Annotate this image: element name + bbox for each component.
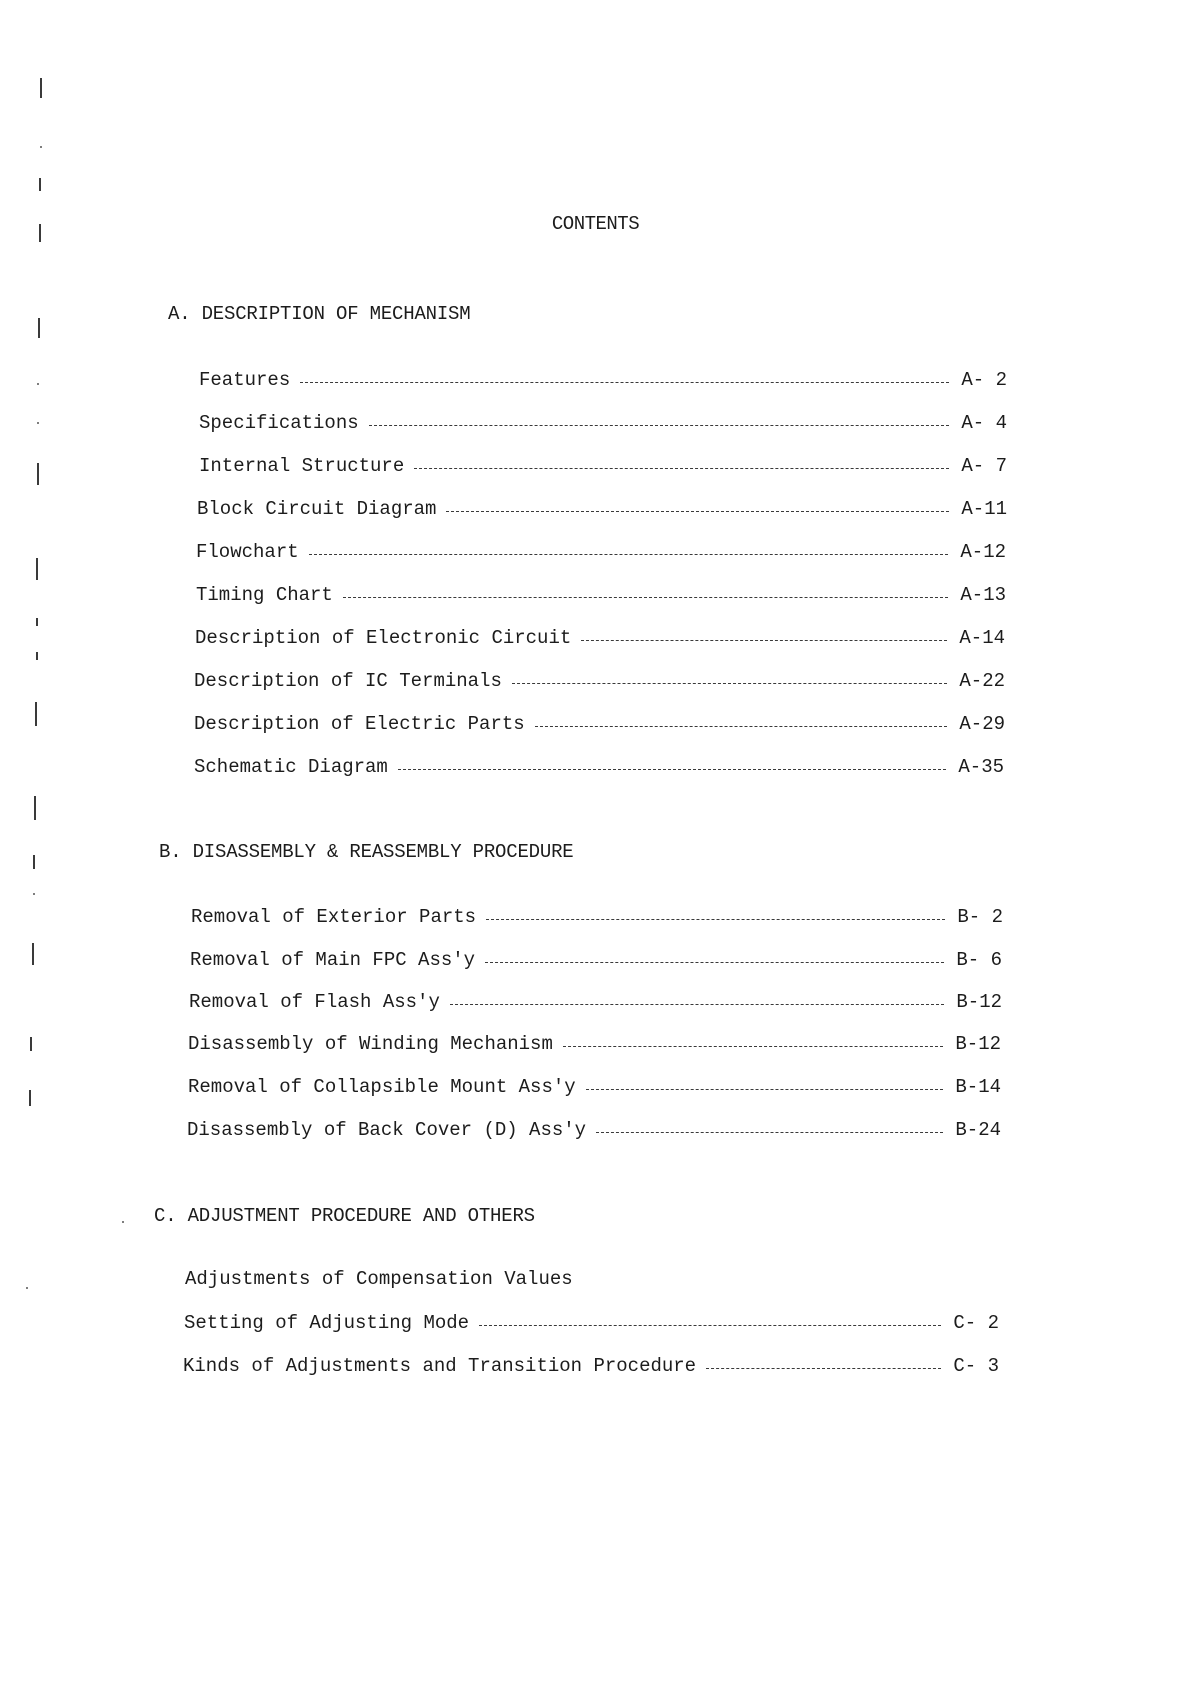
toc-entry[interactable] — [199, 366, 1007, 394]
dot-leader — [581, 640, 947, 641]
toc-entry[interactable] — [187, 1116, 1001, 1144]
toc-entry[interactable] — [197, 495, 1007, 523]
toc-entry-page: A-14 — [959, 627, 1005, 649]
toc-entry-page: B-12 — [956, 991, 1002, 1013]
toc-entry-page: C- 2 — [953, 1312, 999, 1334]
scan-mark — [37, 463, 39, 485]
dot-leader — [535, 726, 947, 727]
toc-entry-page: A-13 — [960, 584, 1006, 606]
scan-dot — [40, 146, 42, 148]
dot-leader — [706, 1368, 941, 1369]
toc-entry-page: A-35 — [958, 756, 1004, 778]
toc-entry[interactable] — [196, 581, 1006, 609]
toc-entry-page: A-12 — [960, 541, 1006, 563]
toc-entry-label: Description of Electronic Circuit — [195, 627, 572, 649]
section-subheading-c: Adjustments of Compensation Values — [185, 1268, 573, 1290]
toc-entry-page: C- 3 — [953, 1355, 999, 1377]
toc-entry-label: Block Circuit Diagram — [197, 498, 437, 520]
toc-entry[interactable] — [191, 903, 1003, 931]
toc-entry-label: Disassembly of Back Cover (D) Ass'y — [187, 1119, 587, 1141]
toc-entry-label: Schematic Diagram — [194, 756, 388, 778]
toc-entry-page: A- 2 — [961, 369, 1007, 391]
toc-entry-label: Setting of Adjusting Mode — [184, 1312, 470, 1334]
toc-entry-label: Description of IC Terminals — [194, 670, 502, 692]
toc-entry-label: Disassembly of Winding Mechanism — [188, 1033, 553, 1055]
toc-entry[interactable] — [194, 710, 1005, 738]
page-title-text: CONTENTS — [551, 213, 640, 235]
dot-leader — [586, 1089, 943, 1090]
toc-entry-label: Internal Structure — [199, 455, 405, 477]
scan-mark — [40, 78, 42, 98]
toc-entry-page: A- 7 — [961, 455, 1007, 477]
section-heading-a: A. DESCRIPTION OF MECHANISM — [168, 303, 471, 325]
scan-dot — [33, 893, 35, 895]
dot-leader — [512, 683, 947, 684]
toc-entry-page: A-29 — [959, 713, 1005, 735]
scan-mark — [35, 702, 37, 726]
page-title — [0, 213, 1191, 235]
scan-mark — [29, 1090, 31, 1106]
section-heading-c: C. ADJUSTMENT PROCEDURE AND OTHERS — [154, 1205, 535, 1227]
dot-leader — [300, 382, 949, 383]
dot-leader — [485, 962, 944, 963]
toc-entry[interactable] — [195, 624, 1005, 652]
toc-entry-page: A-22 — [959, 670, 1005, 692]
dot-leader — [563, 1046, 943, 1047]
toc-entry-page: B-14 — [955, 1076, 1001, 1098]
toc-entry-label: Removal of Exterior Parts — [191, 906, 477, 928]
toc-entry-page: A-11 — [961, 498, 1007, 520]
dot-leader — [486, 919, 945, 920]
toc-entry-page: A- 4 — [961, 412, 1007, 434]
dot-leader — [596, 1132, 943, 1133]
section-heading-b: B. DISASSEMBLY & REASSEMBLY PROCEDURE — [159, 841, 574, 863]
toc-entry[interactable] — [189, 988, 1002, 1016]
dot-leader — [446, 511, 949, 512]
toc-entry-page: B- 2 — [957, 906, 1003, 928]
scan-dot — [122, 1221, 124, 1223]
scan-mark — [34, 796, 36, 820]
scan-mark — [30, 1037, 32, 1051]
toc-entry[interactable] — [183, 1352, 999, 1380]
toc-entry-label: Timing Chart — [196, 584, 333, 606]
scan-mark — [36, 558, 38, 580]
toc-entry-page: B-12 — [955, 1033, 1001, 1055]
dot-leader — [398, 769, 946, 770]
toc-entry-label: Flowchart — [196, 541, 299, 563]
scan-dot — [26, 1287, 28, 1289]
scan-mark — [32, 943, 34, 965]
toc-entry-label: Removal of Flash Ass'y — [189, 991, 440, 1013]
toc-entry[interactable] — [190, 946, 1002, 974]
scan-mark — [36, 652, 38, 660]
toc-entry-label: Removal of Main FPC Ass'y — [190, 949, 476, 971]
dot-leader — [479, 1325, 941, 1326]
scan-mark — [39, 178, 41, 191]
toc-entry[interactable] — [194, 753, 1004, 781]
scan-dot — [37, 383, 39, 385]
dot-leader — [450, 1004, 944, 1005]
toc-entry-label: Removal of Collapsible Mount Ass'y — [188, 1076, 576, 1098]
toc-entry-page: B- 6 — [956, 949, 1002, 971]
scan-mark — [38, 318, 40, 338]
dot-leader — [369, 425, 949, 426]
toc-entry[interactable] — [188, 1030, 1001, 1058]
toc-entry-label: Kinds of Adjustments and Transition Procedure — [183, 1355, 697, 1377]
toc-entry[interactable] — [188, 1073, 1001, 1101]
scan-dot — [37, 422, 39, 424]
toc-entry[interactable] — [199, 452, 1007, 480]
toc-entry-label: Features — [199, 369, 291, 391]
toc-entry-page: B-24 — [955, 1119, 1001, 1141]
dot-leader — [343, 597, 948, 598]
toc-entry[interactable] — [194, 667, 1005, 695]
toc-entry-label: Description of Electric Parts — [194, 713, 525, 735]
dot-leader — [309, 554, 948, 555]
toc-entry[interactable] — [184, 1309, 999, 1337]
scan-mark — [36, 618, 38, 626]
scan-mark — [33, 855, 35, 869]
toc-entry[interactable] — [196, 538, 1006, 566]
toc-entry[interactable] — [199, 409, 1007, 437]
dot-leader — [414, 468, 949, 469]
toc-entry-label: Specifications — [199, 412, 359, 434]
